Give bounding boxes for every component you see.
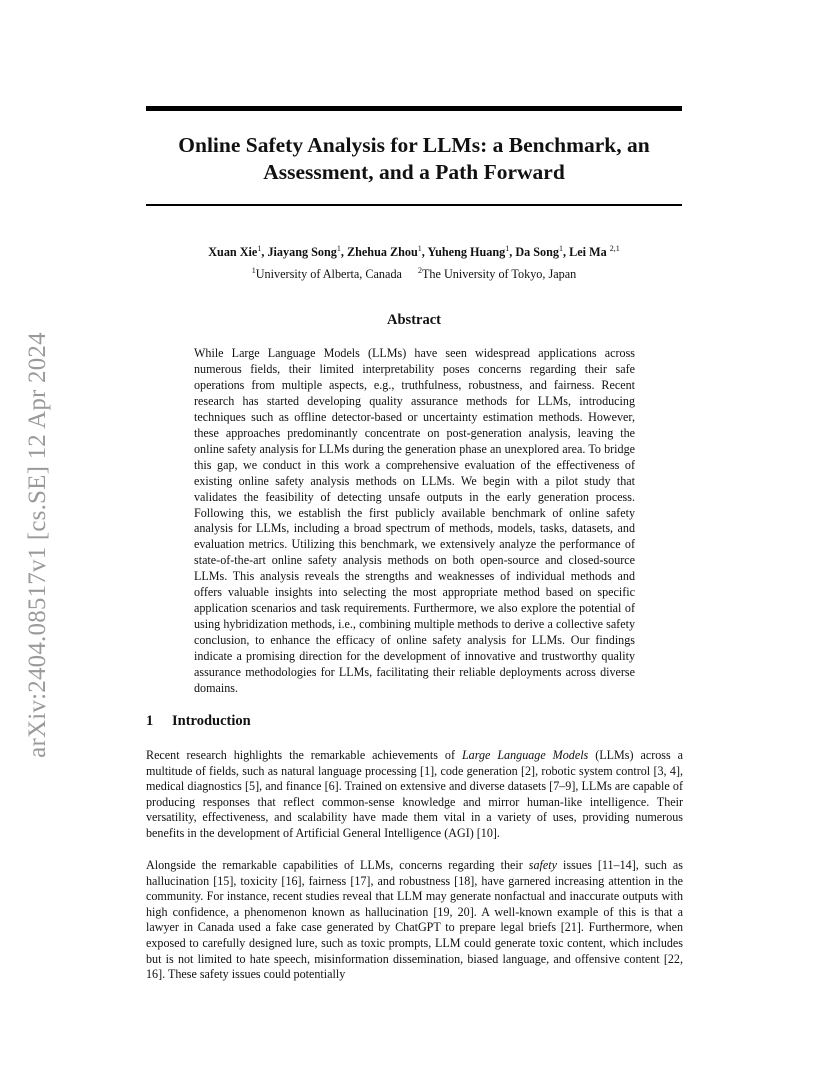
paragraph-text: Alongside the remarkable capabilities of LLMs, concerns regarding their	[146, 858, 529, 872]
author-affiliation-mark: 1	[336, 244, 341, 253]
affiliation-list	[130, 262, 698, 283]
author-name: Yuheng Huang	[427, 245, 506, 260]
title-bottom-rule	[146, 204, 682, 206]
author-affiliation-mark: 1	[417, 244, 422, 253]
author-block	[130, 240, 698, 283]
affiliation	[252, 267, 402, 281]
affiliation-mark: 1	[251, 266, 256, 276]
author-affiliation-mark: 1	[257, 244, 262, 253]
author-name: Jiayang Song	[267, 245, 337, 260]
affiliation-name: University of Alberta, Canada	[255, 267, 402, 282]
paragraph-text: issues [11–14], such as hallucination [15], toxicity [16], fairness [17], and robustness [18], have garnered increasing attention in the community. For instance, recent studies reveal that LLM may generate nonfactual and inaccurate outputs with high confidence, a phenomenon known as hallucination [19, 20]. A well-known example of this is that a lawyer in Canada used a fake case generated by ChatGPT to prepare legal briefs [21]. Furthermore, when exposed to carefully designed lure, such as toxic prompts, LLM could generate toxic content, which includes but is not limited to hate speech, misinformation dissemination, biased language, and offensive content [22, 16]. These safety issues could potentially	[146, 858, 684, 982]
affiliation	[418, 267, 576, 281]
author-name: Zhehua Zhou	[346, 245, 418, 260]
section-heading-introduction	[146, 713, 682, 730]
introduction-paragraph-2	[146, 858, 683, 983]
author-affiliation-mark: 2,1	[609, 244, 620, 253]
author-list: Xuan Xie$^1$, Jiayang Song$^1$, Zhehua Zhou$^1$, Yuheng Huang$^1$, Da Song$^1$, Lei Ma $^{2,1}$	[208, 244, 620, 260]
author-name: Xuan Xie	[208, 245, 258, 260]
section-number: 1	[146, 713, 154, 729]
title-top-rule	[146, 106, 682, 111]
paper-title	[120, 132, 708, 186]
paragraph-text: (LLMs) across a multitude of fields, such as natural language processing [1], code generation [2], robotic system control [3, 4], medical diagnostics [5], and finance [6]. Trained on extensive and diverse datasets [7–9], LLMs are capable of producing responses that reflect common-sense knowledge and mirror human-like intelligence. Their versatility, effectiveness, and scalability have made them vital in a variety of uses, providing numerous benefits in the development of Artificial General Intelligence (AGI) [10].	[146, 748, 683, 840]
section-title: Introduction	[172, 713, 251, 729]
affiliation-mark: 2	[417, 266, 422, 276]
introduction-paragraph-1	[146, 748, 683, 842]
arxiv-identifier-stamp: arXiv:2404.08517v1 [cs.SE] 12 Apr 2024	[24, 332, 51, 758]
emphasized-term: Large Language Models	[461, 748, 589, 762]
emphasized-term: safety	[528, 858, 557, 872]
paragraph-text: Recent research highlights the remarkable achievements of	[146, 748, 462, 762]
author-affiliation-mark: 1	[505, 244, 510, 253]
author-name: Da Song	[515, 245, 560, 260]
affiliation-name: The University of Tokyo, Japan	[421, 267, 577, 282]
abstract-heading: Abstract	[387, 312, 441, 328]
author-name: Lei Ma	[569, 245, 607, 260]
abstract-text: While Large Language Models (LLMs) have seen widespread applications across numerous fields, their limited interpretability poses concerns regarding their safe operations from multiple aspects, e.g., truthfulness, robustness, and fairness. Recent research has started developing quality assurance methods for LLMs, introducing techniques such as offline detector-based or uncertainty estimation methods. However, these approaches predominantly concentrate on post-generation analysis, leaving the online safety analysis for LLMs during the generation phase an unexplored area. To bridge this gap, we conduct in this work a comprehensive evaluation of the effectiveness of existing online safety analysis methods on LLMs. We begin with a pilot study that validates the feasibility of detecting unsafe outputs in the early generation process. Following this, we establish the first publicly available benchmark of online safety analysis for LLMs, including a broad spectrum of methods, models, tasks, datasets, and evaluation metrics. Utilizing this benchmark, we extensively analyze the performance of state-of-the-art online safety analysis methods on both open-source and closed-source LLMs. This analysis reveals the strengths and weaknesses of individual methods and offers valuable insights into selecting the most appropriate method based on specific application scenarios and task requirements. Furthermore, we also explore the potential of using hybridization methods, i.e., combining multiple methods to derive a collective safety conclusion, to enhance the efficacy of online safety analysis for LLMs. Our findings indicate a promising direction for the development of innovative and trustworthy quality assurance methodologies for LLMs, facilitating their reliable deployments across diverse domains.	[194, 346, 635, 696]
paper-title-line-1: Online Safety Analysis for LLMs: a Benchmark, an	[178, 133, 650, 157]
paper-title-line-2: Assessment, and a Path Forward	[263, 160, 565, 184]
author-affiliation-mark: 1	[559, 244, 564, 253]
